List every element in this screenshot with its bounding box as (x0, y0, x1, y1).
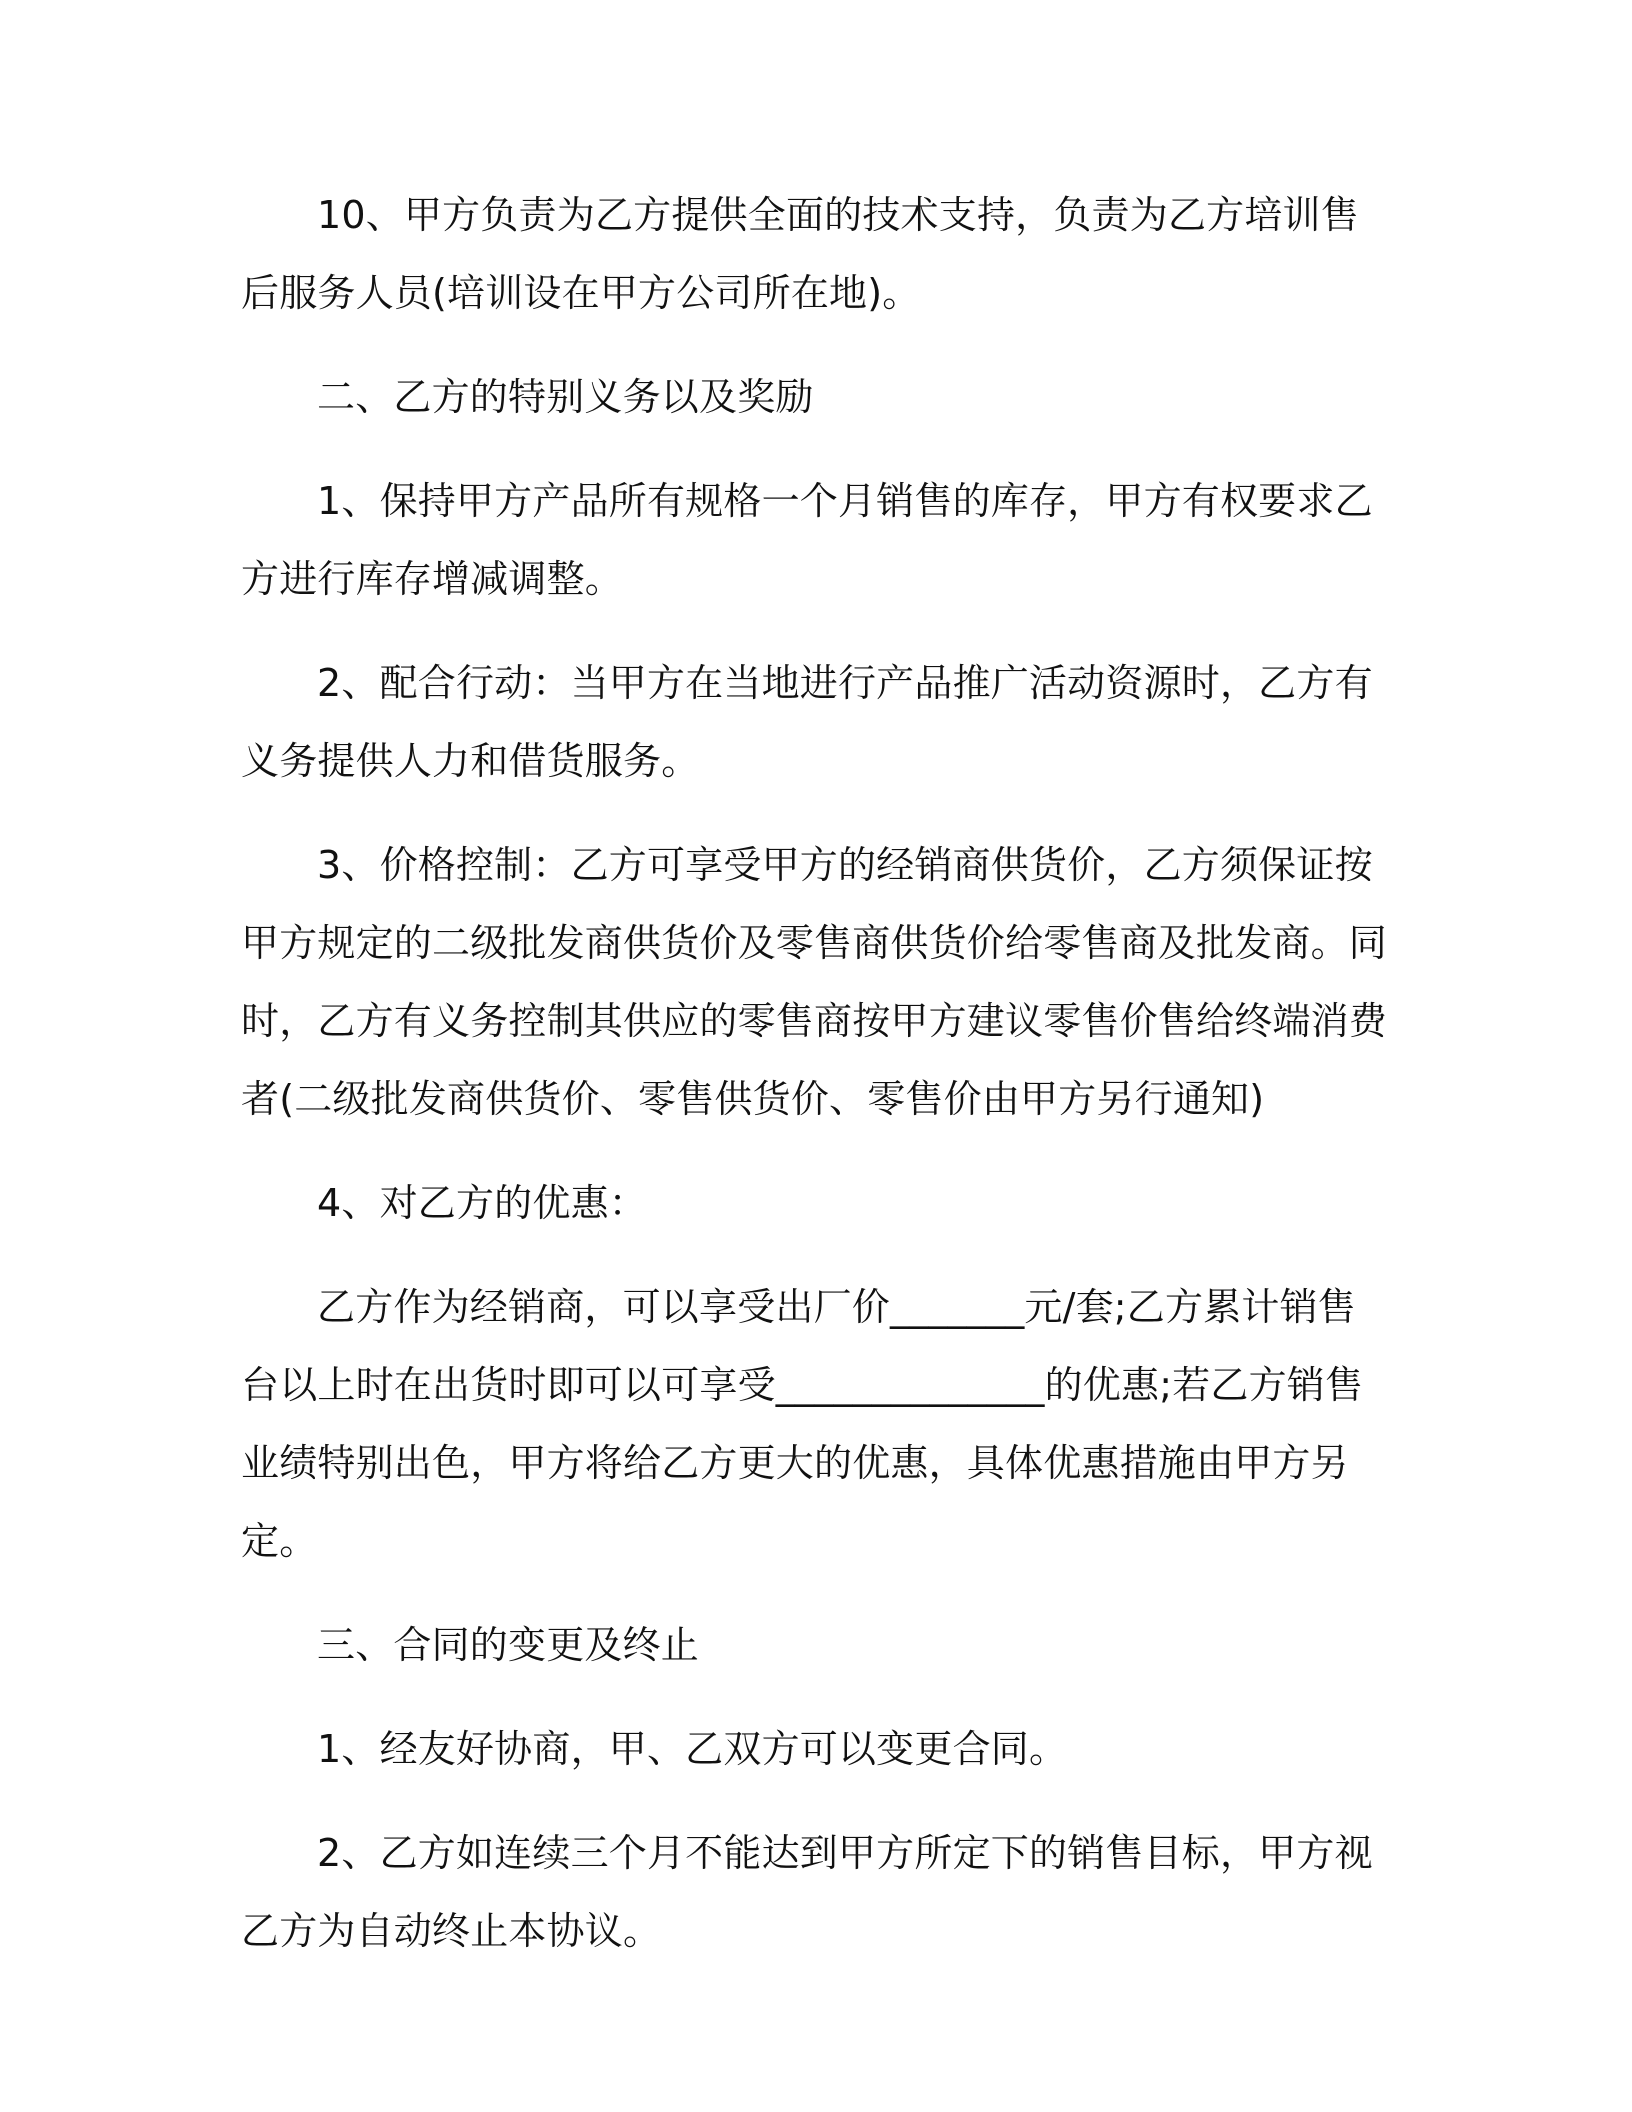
section-heading-party-b-obligations: 二、乙方的特别义务以及奖励 (317, 375, 814, 419)
paragraph-clause-4-discount-heading: 4、对乙方的优惠： (317, 1181, 647, 1225)
paragraph-clause-3-price-control: 3、价格控制：乙方可享受甲方的经销商供货价，乙方须保证按甲方规定的二级批发商供货价及零售商供货价给零售商及批发商。同时，乙方有义务控制其供应的零售商按甲方建议零售价售给终端消费者(二级批发商供货价、零售供货价、零售价由甲方另行通知) (241, 843, 1388, 1121)
paragraph-clause-1-inventory: 1、保持甲方产品所有规格一个月销售的库存，甲方有权要求乙方进行库存增减调整。 (241, 479, 1373, 601)
paragraph-discount-details: 乙方作为经销商，可以享受出厂价_______元/套;乙方累计销售台以上时在出货时即可以可享受______________的优惠;若乙方销售业绩特别出色，甲方将给乙方更大的优惠，具体优惠措施由甲方另定。 (241, 1285, 1364, 1563)
paragraph-change-clause-1: 1、经友好协商，甲、乙双方可以变更合同。 (317, 1727, 1068, 1771)
paragraph-clause-2-cooperation: 2、配合行动：当甲方在当地进行产品推广活动资源时，乙方有义务提供人力和借货服务。 (241, 661, 1373, 783)
paragraph-change-clause-2: 2、乙方如连续三个月不能达到甲方所定下的销售目标，甲方视乙方为自动终止本协议。 (241, 1831, 1373, 1953)
section-heading-contract-change: 三、合同的变更及终止 (317, 1623, 700, 1667)
document-body (241, 176, 1391, 1970)
paragraph-clause-10-tech-support: 10、甲方负责为乙方提供全面的技术支持，负责为乙方培训售后服务人员(培训设在甲方公司所在地)。 (241, 193, 1359, 315)
